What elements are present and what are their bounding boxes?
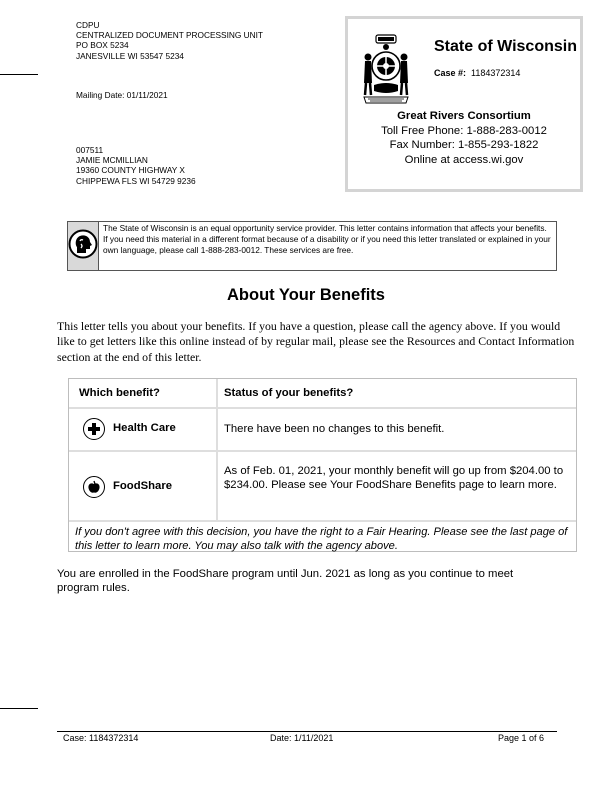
page-title: About Your Benefits <box>227 286 385 304</box>
case-number <box>434 68 520 78</box>
fold-mark-bottom <box>0 708 38 709</box>
col-header-benefit: Which benefit? <box>79 387 160 399</box>
toll-free-phone: Toll Free Phone: 1-888-283-0012 <box>381 125 547 137</box>
benefit-name-health-care: Health Care <box>113 422 176 434</box>
enrollment-text: You are enrolled in the FoodShare program until Jun. 2021 as long as you continue to meet program rules. <box>57 568 514 595</box>
recipient-line: 19360 COUNTY HIGHWAY X <box>76 165 185 176</box>
footer-rule <box>57 731 557 732</box>
sender-line: PO BOX 5234 <box>76 40 129 51</box>
state-title: State of Wisconsin <box>434 38 577 55</box>
case-number-value: 1184372314 <box>471 68 521 78</box>
agency-contact <box>348 109 580 167</box>
fold-mark-top <box>0 74 38 75</box>
intro-paragraph: This letter tells you about your benefits. If you have a question, please call the agency above. If you would like to get letters like this online instead of by regular mail, please see the Resources and Contact Information section at the end of this letter. <box>57 319 575 364</box>
health-cross-icon <box>83 418 105 440</box>
sender-line: CENTRALIZED DOCUMENT PROCESSING UNIT <box>76 30 264 41</box>
recipient-line: JAMIE MCMILLIAN <box>76 155 148 166</box>
apple-icon <box>83 476 105 498</box>
footer-date: Date: 1/11/2021 <box>270 733 334 743</box>
accessibility-notice <box>67 221 557 271</box>
recipient-address <box>76 145 196 186</box>
sender-line: CDPU <box>76 20 100 30</box>
mailing-date: Mailing Date: 01/11/2021 <box>76 90 168 100</box>
sender-address <box>76 20 263 61</box>
col-header-status: Status of your benefits? <box>224 387 354 399</box>
state-seal-icon <box>362 33 410 105</box>
fax-number: Fax Number: 1-855-293-1822 <box>389 139 539 152</box>
benefit-status-foodshare: As of Feb. 01, 2021, your monthly benefit will go up from $204.00 to $234.00. Please see Your FoodShare Benefits page to learn more. <box>224 465 564 492</box>
footer-page-number: Page 1 of 6 <box>498 733 545 743</box>
recipient-line: CHIPPEWA FLS WI 54729 9236 <box>76 175 196 186</box>
sender-line: JANESVILLE WI 53547 5234 <box>76 50 184 61</box>
benefit-name-foodshare: FoodShare <box>113 480 172 492</box>
online-address: Online at access.wi.gov <box>404 153 524 166</box>
head-language-icon <box>68 229 98 264</box>
state-info-box <box>345 16 583 192</box>
benefits-table <box>68 378 577 552</box>
case-label: Case #: <box>434 68 467 78</box>
recipient-line: 007511 <box>76 145 104 155</box>
footer-case: Case: 1184372314 <box>63 733 139 743</box>
notice-text: The State of Wisconsin is an equal opportunity service provider. This letter contains information that affects your benefits. If you need this material in a different format because of a disability or if you need this letter translated or explained in your own language, please call 1-888-283-0012. These services are free. <box>103 223 551 255</box>
agency-name: Great Rivers Consortium <box>397 110 531 122</box>
fair-hearing-notice: If you don't agree with this decision, you have the right to a Fair Hearing. Please see the last page of this letter to learn more. You may also talk with the agency above. <box>75 526 568 553</box>
benefit-status-health-care: There have been no changes to this benefit. <box>224 423 445 435</box>
